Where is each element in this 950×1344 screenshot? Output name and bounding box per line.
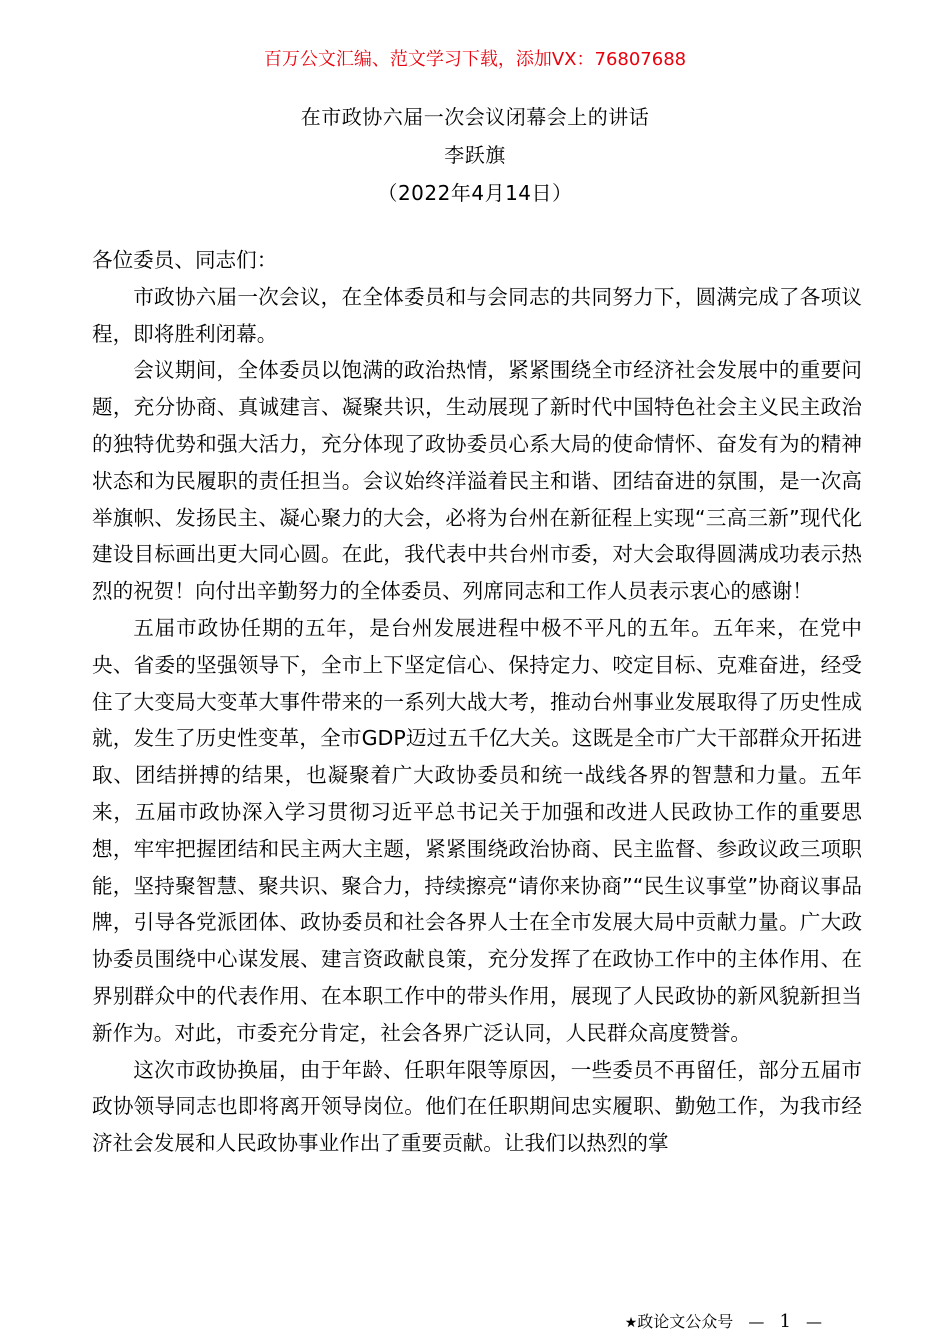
speech-date: （2022年4月14日） (377, 181, 573, 205)
speech-body (92, 242, 862, 1162)
footer-dash-left: — (748, 1312, 765, 1331)
paragraph-3: 五届市政协任期的五年，是台州发展进程中极不平凡的五年。五年来，在党中央、省委的坚强领导下，全市上下坚定信心、保持定力、咬定目标、克难奋进，经受住了大变局大变革大事件带来的一系列大战大考，推动台州事业发展取得了历史性成就，发生了历史性变革，全市GDP迈过五千亿大关。这既是全市广大干部群众开拓进取、团结拼搏的结果，也凝聚着广大政协委员和统一战线各界的智慧和力量。五年来，五届市政协深入学习贯彻习近平总书记关于加强和改进人民政协工作的重要思想，牢牢把握团结和民主两大主题，紧紧围绕政治协商、民主监督、参政议政三项职能，坚持聚智慧、聚共识、聚合力，持续擦亮“请你来协商”“民生议事堂”协商议事品牌，引导各党派团体、政协委员和社会各界人士在全市发展大局中贡献力量。广大政协委员围绕中心谋发展、建言资政献良策，充分发挥了在政协工作中的主体作用、在界别群众中的代表作用、在本职工作中的带头作用，展现了人民政协的新风貌新担当新作为。对此，市委充分肯定，社会各界广泛认同，人民群众高度赞誉。 (92, 615, 862, 1045)
page-footer (625, 1310, 832, 1335)
author-name: 李跃旗 (444, 143, 506, 167)
footer-dash-right: — (806, 1312, 822, 1331)
watermark-banner: 百万公文汇编、范文学习下载，添加VX：76807688 (263, 49, 687, 70)
document-title: 在市政协六届一次会议闭幕会上的讲话 (300, 105, 650, 129)
paragraph-4: 这次市政协换届，由于年龄、任职年限等原因，一些委员不再留任，部分五届市政协领导同志也即将离开领导岗位。他们在任职期间忠实履职、勤勉工作，为我市经济社会发展和人民政协事业作出了重要贡献。让我们以热烈的掌 (92, 1057, 862, 1156)
star-icon: ★ (624, 1315, 638, 1331)
page-number: 1 (779, 1311, 791, 1332)
salutation: 各位委员、同志们： (92, 248, 278, 272)
paragraph-2: 会议期间，全体委员以饱满的政治热情，紧紧围绕全市经济社会发展中的重要问题，充分协商、真诚建言、凝聚共识，生动展现了新时代中国特色社会主义民主政治的独特优势和强大活力，充分体现了政协委员心系大局的使命情怀、奋发有为的精神状态和为民履职的责任担当。会议始终洋溢着民主和谐、团结奋进的氛围，是一次高举旗帜、发扬民主、凝心聚力的大会，必将为台州在新征程上实现“三高三新”现代化建设目标画出更大同心圆。在此，我代表中共台州市委，对大会取得圆满成功表示热烈的祝贺！向付出辛勤努力的全体委员、列席同志和工作人员表示衷心的感谢！ (92, 358, 862, 604)
footer-source: 政论文公众号 (637, 1312, 734, 1331)
paragraph-1: 市政协六届一次会议，在全体委员和与会同志的共同努力下，圆满完成了各项议程，即将胜利闭幕。 (92, 284, 862, 346)
header-block (0, 98, 950, 212)
